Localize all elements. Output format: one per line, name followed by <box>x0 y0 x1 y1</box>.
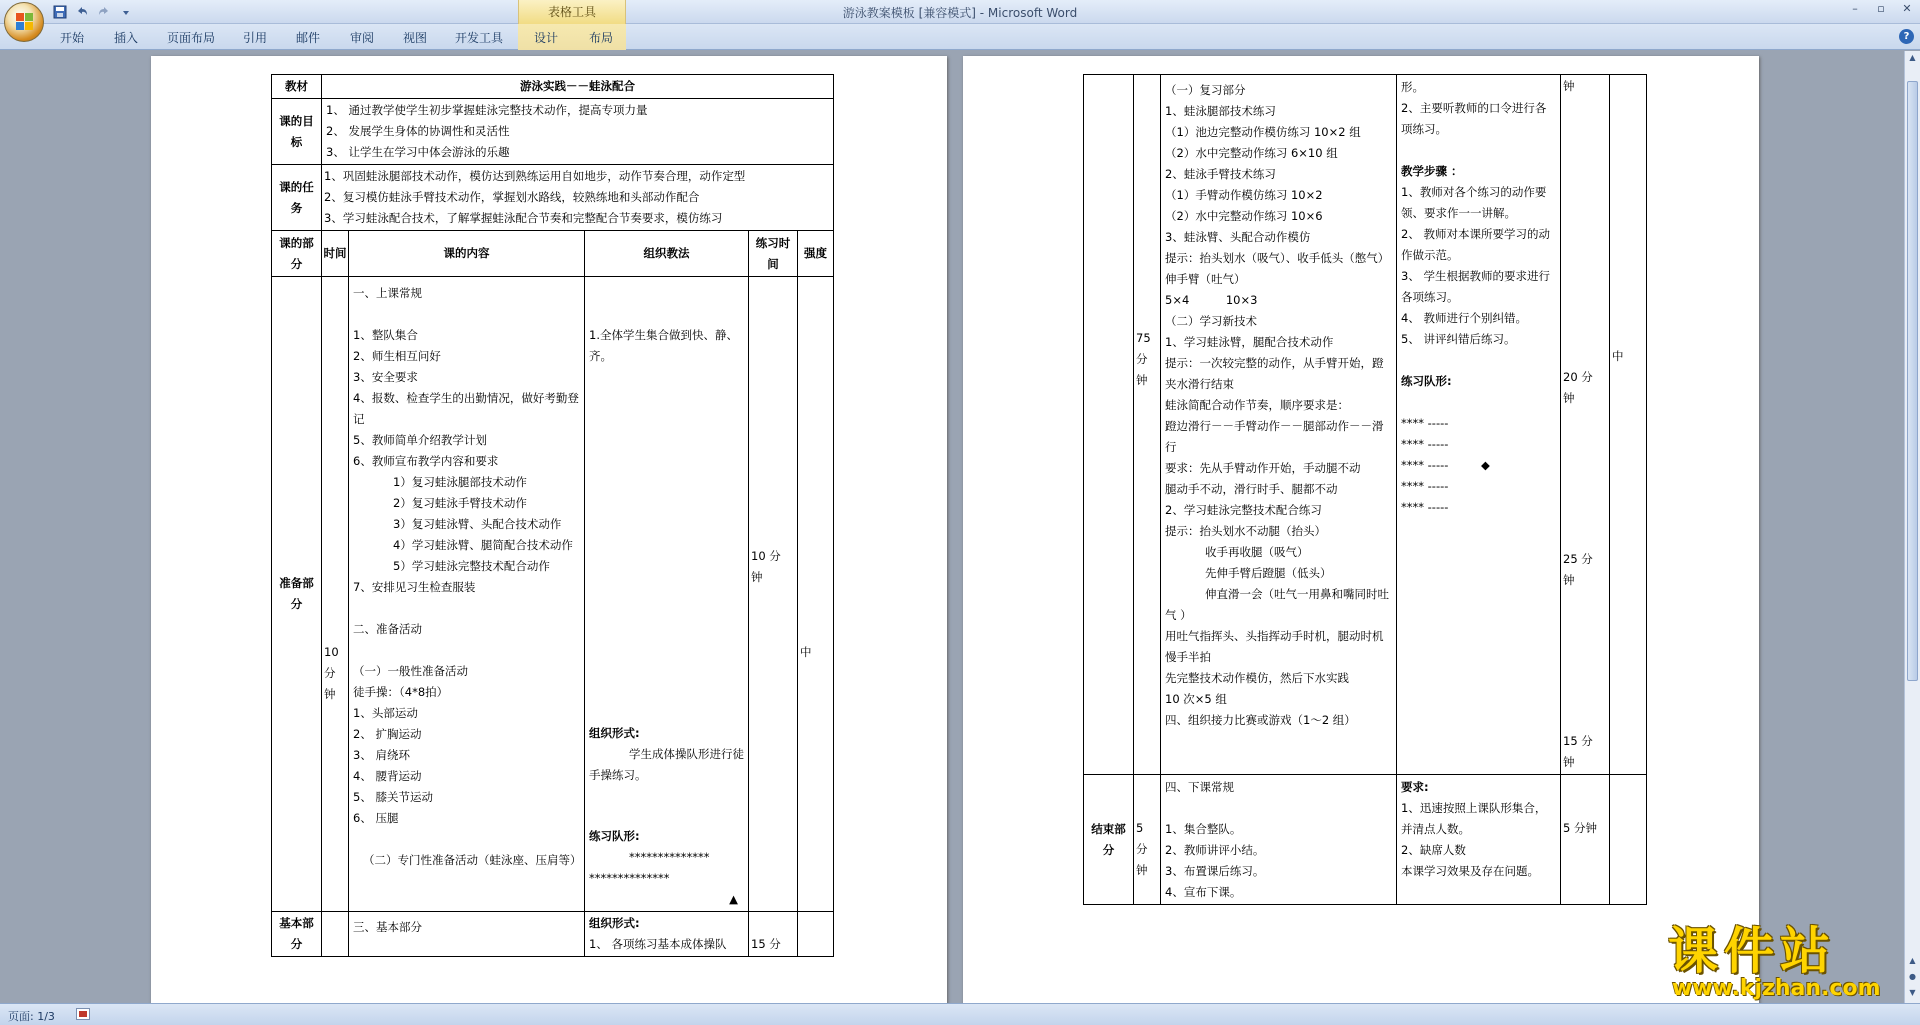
content-line: （二）学习新技术 <box>1165 314 1257 328</box>
end-time-cell <box>1134 775 1161 905</box>
prep-time-cell <box>322 277 349 912</box>
tab-view[interactable]: 视图 <box>403 31 428 45</box>
task-item: 3、学习蛙泳配合技术，了解掌握蛙泳配合节奏和完整配合节奏要求，模仿练习 <box>324 211 723 225</box>
prep-intensity-cell <box>798 277 834 912</box>
teach-title: 游泳实践－－蛙泳配合 <box>322 75 834 99</box>
table-row-prep <box>272 277 834 912</box>
header-practice: 练习时间 <box>749 231 798 277</box>
basic-content-cell <box>349 912 585 957</box>
header-content: 课的内容 <box>349 231 585 277</box>
method-line: 1、教师对各个练习的动作要领、要求作一一讲解。 <box>1401 185 1547 220</box>
goal-item: 1、 通过教学使学生初步掌握蛙泳完整技术动作，提高专项力量 <box>326 103 648 117</box>
scrollbar-thumb[interactable] <box>1907 81 1918 681</box>
content-line: 伸手臂（吐气） <box>1165 272 1246 286</box>
kjzhan-watermark <box>1668 922 1908 1001</box>
method-line: 2、主要听教师的口令进行各项练习。 <box>1401 101 1547 136</box>
content-line: 提示：抬头划水（吸气）、收手低头（憋气） <box>1165 251 1390 265</box>
practice-line: 钟 <box>1563 79 1575 93</box>
method-line: 1、迅速按照上课队形集合，并清点人数。 <box>1401 801 1547 836</box>
main-time-unit: 钟 <box>1136 373 1148 387</box>
content-line: 1、学习蛙泳臂，腿配合技术动作 <box>1165 335 1334 349</box>
content-line: 二、准备活动 <box>353 622 422 636</box>
content-line: 用吐气指挥头、头指挥动手时机，腿动时机慢手半拍 <box>1165 629 1384 664</box>
content-line: 腿动手不动，滑行时手、腿都不动 <box>1165 482 1338 496</box>
content-line <box>353 640 580 661</box>
teach-label: 教材 <box>272 75 322 99</box>
prep-time-unit: 钟 <box>324 687 336 701</box>
content-line: 蛙泳简配合动作节奏，顺序要求是： <box>1165 398 1349 412</box>
table-row <box>272 165 834 231</box>
method-line: 2、 教师对本课所要学习的动作做示范。 <box>1401 227 1550 262</box>
main-practice-cell <box>1561 75 1610 775</box>
content-line: （1）池边完整动作模仿练习 10×2 组 <box>1165 125 1361 139</box>
content-line: 5、教师简单介绍教学计划 <box>353 433 487 447</box>
tab-developer[interactable]: 开发工具 <box>455 31 504 45</box>
tab-page-layout[interactable]: 页面布局 <box>167 31 216 45</box>
method-line: 教学步骤 ： <box>1401 164 1463 178</box>
content-line: 提示：抬头划水不动腿（抬头） <box>1165 524 1326 538</box>
drill-row: ************** <box>629 850 710 864</box>
teacher-triangle-marker: ▲ <box>729 892 738 906</box>
content-line: （2）水中完整动作练习 6×10 组 <box>1165 146 1338 160</box>
content-line: 1、头部运动 <box>353 706 418 720</box>
table-header-row <box>272 231 834 277</box>
end-method-cell <box>1397 775 1561 905</box>
content-line: 5、 膝关节运动 <box>353 790 433 804</box>
status-bar <box>0 1003 1920 1025</box>
content-line: 4、 腰背运动 <box>353 769 422 783</box>
content-line: 5）学习蛙泳完整技术配合动作 <box>393 559 550 573</box>
method-line <box>1401 140 1556 161</box>
tab-mailings[interactable]: 邮件 <box>296 31 321 45</box>
tab-design[interactable]: 设计 <box>534 31 559 45</box>
prep-content-cell <box>349 277 585 912</box>
main-part-cell <box>1084 75 1134 775</box>
goals-cell <box>322 99 834 165</box>
table-row-basic <box>272 912 834 957</box>
content-line: 先伸手臂后蹬腿（低头） <box>1205 566 1332 580</box>
lesson-plan-table-page-1 <box>271 74 834 957</box>
prep-label: 准备部分 <box>272 277 322 912</box>
content-line: 先完整技术动作模仿，然后下水实践 <box>1165 671 1349 685</box>
help-icon[interactable]: ? <box>1899 29 1914 44</box>
tab-review[interactable]: 审阅 <box>350 31 375 45</box>
basic-form-label: 组织形式: <box>589 916 640 930</box>
content-line: 2）复习蛙泳手臂技术动作 <box>393 496 527 510</box>
task-item: 2、复习模仿蛙泳手臂技术动作，掌握划水路线，较熟练地和头部动作配合 <box>324 190 700 204</box>
drill-label: 练习队形: <box>589 829 640 843</box>
basic-label: 基本部分 <box>272 912 322 957</box>
drill-row: ************** <box>589 871 670 885</box>
content-line: 7、安排见习生检查服装 <box>353 580 476 594</box>
main-method-cell <box>1397 75 1561 775</box>
tab-insert[interactable]: 插入 <box>114 31 139 45</box>
practice-line: 钟 <box>1563 755 1575 769</box>
content-line: 3、 肩绕环 <box>353 748 410 762</box>
content-line: 4、报数、检查学生的出勤情况，做好考勤登记 <box>353 391 579 426</box>
header-method: 组织教法 <box>585 231 749 277</box>
content-line: 4、宣布下课。 <box>1165 885 1242 899</box>
drill-row: **** ----- <box>1401 500 1449 514</box>
content-line <box>1165 798 1392 819</box>
content-line: 徒手操：（4*8拍） <box>353 685 449 699</box>
content-line: 1）复习蛙泳腿部技术动作 <box>393 475 527 489</box>
method-line: 本课学习效果及存在问题。 <box>1401 864 1539 878</box>
tasks-cell <box>322 165 834 231</box>
end-practice-value: 5 分钟 <box>1563 821 1597 835</box>
goal-item: 2、 发展学生身体的协调性和灵活性 <box>326 124 510 138</box>
content-line: （一）一般性准备活动 <box>353 664 468 678</box>
scroll-up-icon[interactable]: ▲ <box>1909 53 1916 62</box>
content-line: 3、安全要求 <box>353 370 418 384</box>
window-title: 游泳教案模板 [兼容模式] - Microsoft Word <box>842 6 1078 20</box>
drill-row-with-marker <box>1401 455 1556 476</box>
basic-practice-value: 15 分 <box>751 937 781 951</box>
content-line: （2）水中完整动作练习 10×6 <box>1165 209 1323 223</box>
content-line: 三、基本部分 <box>353 920 422 934</box>
drill-row: **** ----- <box>1401 458 1449 472</box>
content-line: 1、集合整队。 <box>1165 822 1242 836</box>
office-logo-icon <box>16 13 34 31</box>
content-line: 四、下课常规 <box>1165 780 1234 794</box>
basic-intensity-cell <box>798 912 834 957</box>
content-line: 6、教师宣布教学内容和要求 <box>353 454 499 468</box>
content-line: 3）复习蛙泳臂、头配合技术动作 <box>393 517 562 531</box>
prep-time-unit: 分 <box>324 666 336 680</box>
content-line: 6、 压腿 <box>353 811 399 825</box>
method-line: 4、 教师进行个别纠错。 <box>1401 311 1527 325</box>
prep-intensity-value: 中 <box>800 645 812 659</box>
table-row <box>272 75 834 99</box>
content-line: 1、整队集合 <box>353 328 418 342</box>
main-time-value: 75 <box>1136 331 1151 345</box>
practice-line: 钟 <box>1563 391 1575 405</box>
end-practice-cell <box>1561 775 1610 905</box>
restore-button[interactable]: ▫ <box>1877 2 1885 15</box>
content-line: 1、蛙泳腿部技术练习 <box>1165 104 1276 118</box>
ribbon-tab-bar <box>0 24 1920 50</box>
method-line: 3、 学生根据教师的要求进行各项练习。 <box>1401 269 1550 304</box>
teacher-diamond-marker: ◆ <box>1481 458 1490 472</box>
content-line: 2、 扩胸运动 <box>353 727 422 741</box>
previous-page-icon[interactable]: ▲ <box>1909 956 1916 965</box>
content-line: 5×4 10×3 <box>1165 293 1258 307</box>
content-line: 伸直滑一会（吐气一用鼻和嘴同时吐气 ） <box>1165 587 1389 622</box>
content-line: 一、上课常规 <box>353 286 422 300</box>
select-browse-object-icon[interactable]: ● <box>1909 972 1916 981</box>
goal-item: 3、 让学生在学习中体会游泳的乐趣 <box>326 145 510 159</box>
content-line: 2、教师讲评小结。 <box>1165 843 1265 857</box>
content-line: 2、蛙泳手臂技术练习 <box>1165 167 1276 181</box>
prep-method-cell <box>585 277 749 912</box>
prep-time-value: 10 <box>324 645 339 659</box>
title-bar <box>0 0 1920 24</box>
content-line: 3、布置课后练习。 <box>1165 864 1265 878</box>
task-item: 1、巩固蛙泳腿部技术动作，模仿达到熟练运用自如地步，动作节奏合理，动作定型 <box>324 169 746 183</box>
task-label: 课的任务 <box>272 165 322 231</box>
content-line: 四、组织接力比赛或游戏（1～2 组） <box>1165 713 1356 727</box>
form-text: 学生成体操队形进行徒手操练习。 <box>589 747 744 782</box>
page-2 <box>963 56 1759 1003</box>
main-time-cell <box>1134 75 1161 775</box>
page-1 <box>151 56 947 1003</box>
method-line: 练习队形: <box>1401 374 1452 388</box>
content-line <box>353 829 580 850</box>
goal-label: 课的目标 <box>272 99 322 165</box>
table-tools-label: 表格工具 <box>518 0 626 24</box>
method-line: 2、缺席人数 <box>1401 843 1466 857</box>
document-area[interactable] <box>0 51 1904 1003</box>
end-time-unit: 分 <box>1136 842 1148 856</box>
content-line: 蹬边滑行－－手臂动作－－腿部动作－－滑行 <box>1165 419 1384 454</box>
content-line: 收手再收腿（吸气） <box>1205 545 1309 559</box>
tab-home[interactable]: 开始 <box>60 31 85 45</box>
header-intensity: 强度 <box>798 231 834 277</box>
end-time-unit: 钟 <box>1136 863 1148 877</box>
content-line: （二）专门性准备活动（蛙泳座、压肩等） <box>363 853 582 867</box>
prep-practice-unit: 钟 <box>751 570 763 584</box>
basic-practice-cell <box>749 912 798 957</box>
minimize-button[interactable]: – <box>1852 2 1858 15</box>
table-row-end <box>1084 775 1647 905</box>
method-line <box>1401 392 1556 413</box>
method-line <box>1401 350 1556 371</box>
prep-practice-value: 10 分 <box>751 549 781 563</box>
main-content-cell <box>1161 75 1397 775</box>
basic-form-text: 1、 各项练习基本成体操队 <box>589 937 727 951</box>
drill-row: **** ----- <box>1401 437 1449 451</box>
end-intensity-cell <box>1610 775 1647 905</box>
drill-row: **** ----- <box>1401 479 1449 493</box>
method-line: 要求: <box>1401 780 1429 794</box>
content-line: （一）复习部分 <box>1165 83 1246 97</box>
content-line: （1）手臂动作模仿练习 10×2 <box>1165 188 1323 202</box>
drill-row: **** ----- <box>1401 416 1449 430</box>
practice-line: 钟 <box>1563 573 1575 587</box>
table-row-main <box>1084 75 1647 775</box>
content-line: 2、师生相互问好 <box>353 349 441 363</box>
main-time-unit: 分 <box>1136 352 1148 366</box>
end-label: 结束部分 <box>1084 775 1134 905</box>
method-line: 5、 讲评纠错后练习。 <box>1401 332 1516 346</box>
main-intensity-value: 中 <box>1612 349 1624 363</box>
watermark-title: 课件站 <box>1668 922 1836 980</box>
end-content-cell <box>1161 775 1397 905</box>
method-line: 形。 <box>1401 80 1424 94</box>
main-intensity-cell <box>1610 75 1647 775</box>
practice-line: 25 分 <box>1563 552 1593 566</box>
watermark-url: www.kjzhan.com <box>1672 976 1881 1001</box>
content-line: 3、蛙泳臂、头配合动作模仿 <box>1165 230 1311 244</box>
content-line: 要求：先从手臂动作开始，手动腿不动 <box>1165 461 1361 475</box>
content-line: 4）学习蛙泳臂、腿简配合技术动作 <box>393 538 573 552</box>
header-time: 时间 <box>322 231 349 277</box>
window-controls <box>1842 0 1920 20</box>
content-line <box>353 304 580 325</box>
practice-line: 15 分 <box>1563 734 1593 748</box>
practice-line: 20 分 <box>1563 370 1593 384</box>
content-line: 提示：一次较完整的动作，从手臂开始，蹬夹水滑行结束 <box>1165 356 1384 391</box>
content-line <box>353 598 580 619</box>
proofing-icon[interactable] <box>76 1008 90 1020</box>
lesson-plan-table-page-2 <box>1083 74 1647 905</box>
table-row <box>272 99 834 165</box>
basic-time-cell <box>322 912 349 957</box>
content-line: 2、学习蛙泳完整技术配合练习 <box>1165 503 1322 517</box>
vertical-scrollbar[interactable] <box>1904 51 1920 1003</box>
prep-practice-cell <box>749 277 798 912</box>
content-line: 10 次×5 组 <box>1165 692 1227 706</box>
header-part: 课的部分 <box>272 231 322 277</box>
end-time-value: 5 <box>1136 821 1144 835</box>
form-label: 组织形式: <box>589 726 640 740</box>
close-button[interactable]: ✕ <box>1902 2 1912 15</box>
office-button[interactable] <box>4 2 44 42</box>
tab-layout[interactable]: 布局 <box>589 31 614 45</box>
next-page-icon[interactable]: ▼ <box>1909 988 1916 997</box>
gather-note: 1.全体学生集合做到快、静、齐。 <box>589 328 738 363</box>
basic-method-cell <box>585 912 749 957</box>
page-count[interactable]: 页面: 1/3 <box>8 1010 55 1023</box>
tab-references[interactable]: 引用 <box>243 31 268 45</box>
